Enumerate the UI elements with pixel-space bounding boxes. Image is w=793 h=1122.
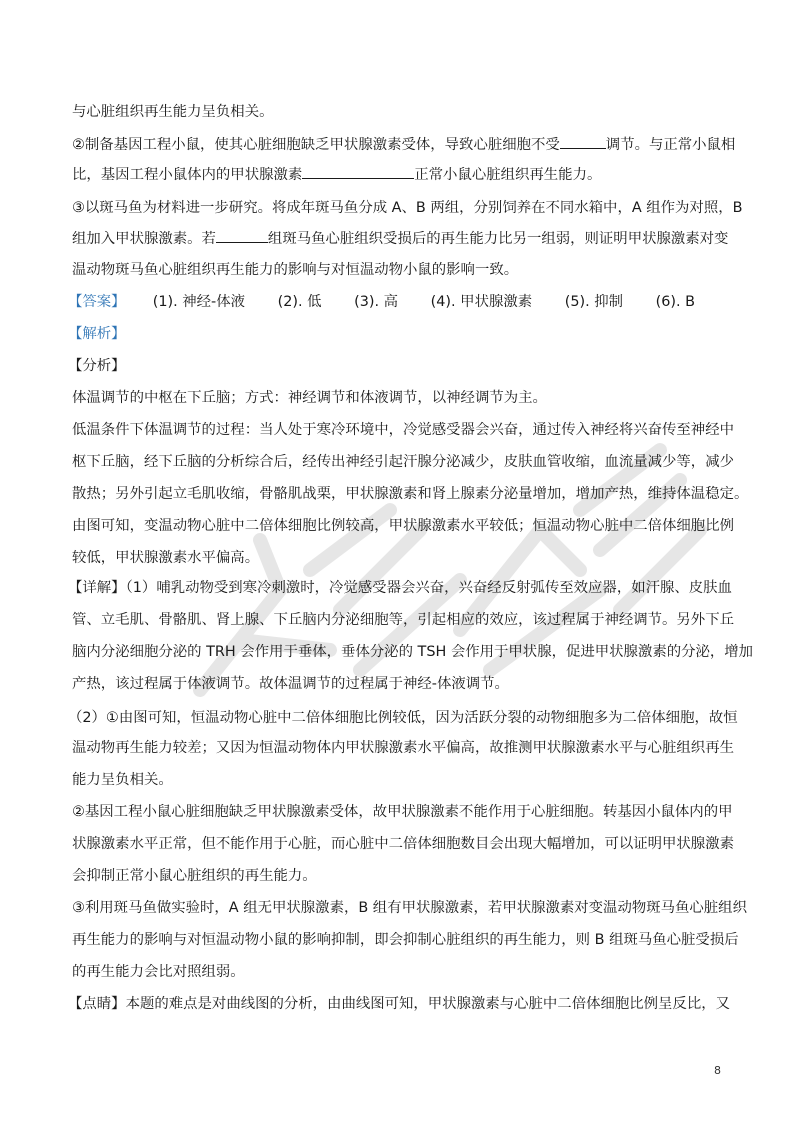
answer-blank: [216, 228, 268, 243]
text-line: 与心脏组织再生能力呈负相关。: [72, 104, 274, 120]
text-line: 【详解】（1）哺乳动物受到寒冷刺激时，冷觉感受器会兴奋，兴奋经反射弧传至效应器，如汗腺、皮肤血: [68, 580, 732, 596]
text-line: ②基因工程小鼠心脏细胞缺乏甲状腺激素受体，故甲状腺激素不能作用于心脏细胞。转基因小鼠体内的甲: [72, 804, 733, 820]
text-line: 的再生能力会比对照组弱。: [72, 964, 245, 980]
text-line: 枢下丘脑，经下丘脑的分析综合后，经传出神经引起汗腺分泌减少，皮肤血管收缩，血流量减少等，减少: [72, 454, 734, 470]
text-line: ②制备基因工程小鼠，使其心脏细胞缺乏甲状腺激素受体，导致心脏细胞不受 调节。与正常小鼠相: [72, 134, 732, 155]
answer-blank: [560, 134, 606, 149]
text-line: 较低，甲状腺激素水平偏高。: [72, 550, 260, 566]
text-line: 能力呈负相关。: [72, 772, 173, 788]
text-line: 管、立毛肌、骨骼肌、肾上腺、下丘脑内分泌细胞等，引起相应的效应，该过程属于神经调节。另外下丘: [72, 612, 734, 628]
text-line: 组加入甲状腺激素。若 组斑马鱼心脏组织受损后的再生能力比另一组弱，则证明甲状腺激素对变: [72, 228, 732, 249]
answer-tag: 【答案】: [68, 294, 126, 310]
text-line: 会抑制正常小鼠心脏组织的再生能力。: [72, 868, 317, 884]
answer-item: (3). 高: [354, 294, 399, 310]
text-line: 温动物斑马鱼心脏组织再生能力的影响与对恒温动物小鼠的影响一致。: [72, 262, 519, 278]
answer-item: (4). 甲状腺激素: [430, 294, 533, 310]
detail-tag: 【详解】: [68, 580, 126, 596]
answer-item: (6). B: [655, 294, 696, 310]
text-line: ③利用斑马鱼做实验时，A 组无甲状腺激素，B 组有甲状腺激素，若甲状腺激素对变温动物斑马鱼心脏组织: [72, 900, 747, 916]
text-line: （2）①由图可知，恒温动物心脏中二倍体细胞比例较低，因为活跃分裂的动物细胞多为二倍体细胞，故恒: [68, 710, 738, 726]
text-line: 脑内分泌细胞分泌的 TRH 会作用于垂体，垂体分泌的 TSH 会作用于甲状腺，促进甲状腺激素的分泌，增加: [72, 644, 754, 660]
text-line: 状腺激素水平正常，但不能作用于心脏，而心脏中二倍体细胞数目会出现大幅增加，可以证明甲状腺激素: [72, 836, 734, 852]
text-line: 比，基因工程小鼠体内的甲状腺激素 正常小鼠心脏组织再生能力。: [72, 164, 732, 185]
dianjing-tag: 【点睛】: [68, 996, 126, 1012]
answer-item: (2). 低: [277, 294, 322, 310]
text-line: ③以斑马鱼为材料进一步研究。将成年斑马鱼分成 A、B 两组，分别饲养在不同水箱中，A 组作为对照，B: [72, 200, 743, 216]
answer-item: (1). 神经-体液: [152, 294, 246, 310]
fenxi-heading: 【分析】: [68, 358, 126, 374]
answer-blank: [302, 164, 414, 179]
text-line: 产热，该过程属于体液调节。故体温调节的过程属于神经-体液调节。: [72, 676, 509, 692]
text-line: 由图可知，变温动物心脏中二倍体细胞比例较高，甲状腺激素水平较低；恒温动物心脏中二倍体细胞比例: [72, 518, 734, 534]
text-line: 再生能力的影响与对恒温动物小鼠的影响抑制，即会抑制心脏组织的再生能力，则 B 组斑马鱼心脏受损后: [72, 932, 739, 948]
answer-line: [68, 292, 728, 312]
text-line: 低温条件下体温调节的过程：当人处于寒冷环境中，冷觉感受器会兴奋，通过传入神经将兴奋传至神经中: [72, 422, 734, 438]
page-number: 8: [714, 1064, 721, 1077]
analysis-heading: 【解析】: [68, 326, 126, 342]
text-line: 体温调节的中枢在下丘脑；方式：神经调节和体液调节，以神经调节为主。: [72, 390, 547, 406]
text-line: 温动物再生能力较差；又因为恒温动物体内甲状腺激素水平偏高，故推测甲状腺激素水平与心脏组织再生: [72, 740, 734, 756]
text-line: 散热；另外引起立毛肌收缩，骨骼肌战栗，甲状腺激素和肾上腺素分泌量增加，增加产热，维持体温稳定。: [72, 486, 749, 502]
answer-item: (5). 抑制: [564, 294, 624, 310]
text-line: 【点睛】本题的难点是对曲线图的分析，由曲线图可知，甲状腺激素与心脏中二倍体细胞比例呈反比，又: [68, 996, 730, 1012]
